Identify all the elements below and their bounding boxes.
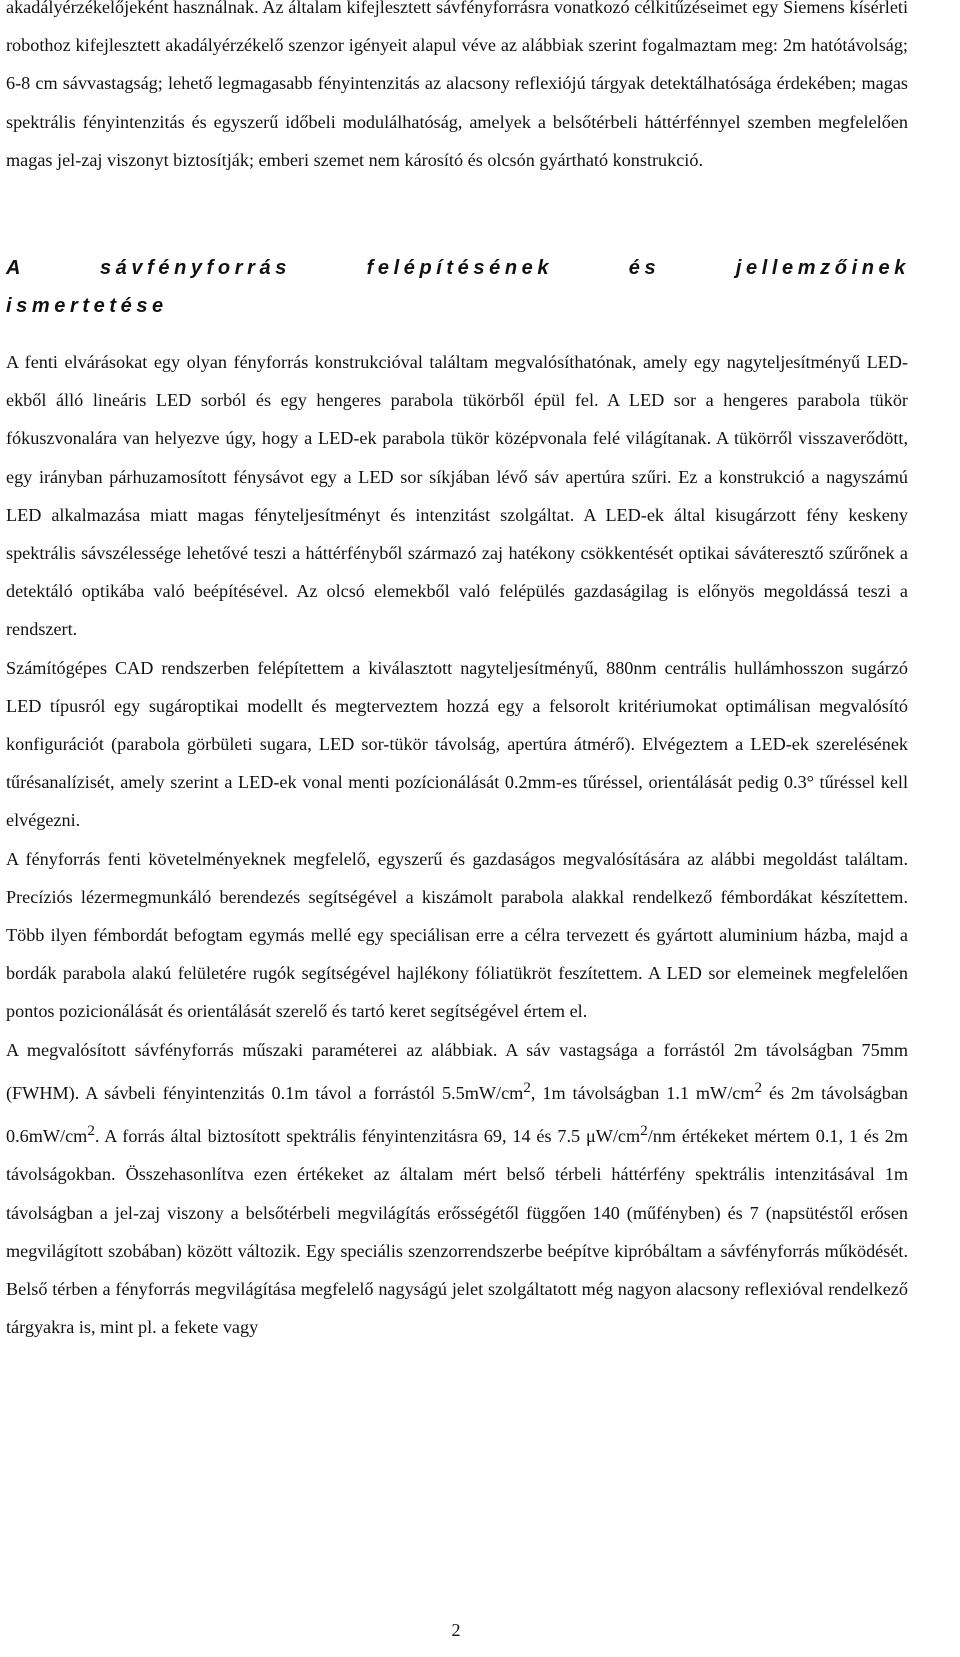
measurement-text: /nm értékeket mértem 0.1, 1 és 2m távolságokban. Összehasonlítva ezen értékeket az általam mért belső térbeli háttérfény spektrális intenzitásával 1m távolságban a jel-zaj viszony a belsőtérbeli megvilágítás erősségétől függően 140 (műfényben) és 7 (napsütéstől erősen megvilágított szobában) között változik. Egy speciális szenzorrendszerbe beépítve kipróbáltam a sávfényforrás működését. Belső térben a fényforrás megvilágítása megfelelő nagyságú jelet szolgáltatott még nagyon alacsony reflexióval rendelkező tárgyakra is, mint pl. a fekete vagy [6,1126,909,1338]
measurement-text: . A forrás által biztosított spektrális fényintenzitásra 69, 14 és 7.5 μW/cm [94,1126,641,1147]
section-heading: A sávfényforrás felépítésének és jellemzőinek ismertetése [6,257,910,317]
superscript: 2 [640,1122,648,1140]
body-text [6,343,908,1346]
intro-paragraph-block [6,0,908,179]
superscript: 2 [523,1078,531,1096]
measurement-text: , 1m távolságban 1.1 mW/cm [530,1082,755,1103]
measurement-text: A megvalósított sávfényforrás műszaki paraméterei az alábbiak. A sáv vastagsága a forrástól 2m távolságban 75mm (FWHM). A sávbeli fényintenzitás 0.1m távol a forrástól 5.5mW/cm [6,1039,908,1103]
page-number: 2 [451,1620,461,1640]
intro-paragraph: akadályérzékelőjeként használnak. Az általam kifejlesztett sávfényforrásra vonatkozó célkitűzéseimet egy Siemens kísérleti robothoz kifejlesztett akadályérzékelő szenzor igényeit alapul véve az alábbiak szerint fogalmaztam meg: 2m hatótávolság; 6-8 cm sávvastagság; lehető legmagasabb fényintenzitás az alacsony reflexiójú tárgyak detektálhatósága érdekében; magas spektrális fényintenzitás és egyszerű időbeli modulálhatóság, amelyek a belsőtérbeli háttérfénnyel szemben megfelelően magas jel-zaj viszonyt biztosítják; emberi szemet nem károsító és olcsón gyártható konstrukció. [6,0,908,170]
superscript: 2 [87,1122,95,1140]
paragraph-cad-model: Számítógépes CAD rendszerben felépítettem a kiválasztott nagyteljesítményű, 880nm centrális hullámhosszon sugárzó LED típusról egy sugároptikai modellt és megterveztem hozzá egy a felsorolt kritériumokat optimálisan megvalósító konfigurációt (parabola görbületi sugara, LED sor-tükör távolság, apertúra átmérő). Elvégeztem a LED-ek szerelésének tűrésanalízisét, amely szerint a LED-ek vonal menti pozícionálását 0.2mm-es tűréssel, orientálását pedig 0.3° tűréssel kell elvégezni. [6,657,908,831]
paragraph-led-construction: A fenti elvárásokat egy olyan fényforrás konstrukcióval találtam megvalósíthatónak, amely egy nagyteljesítményű LED-ekből álló lineáris LED sorból és egy hengeres parabola tükörből épül fel. A LED sor a hengeres parabola tükör fókuszvonalára van helyezve úgy, hogy a LED-ek parabola tükör középvonala felé világítanak. A tükörről visszaverődött, egy irányban párhuzamosított fénysávot egy a LED sor síkjában lévő sáv apertúra szűri. Ez a konstrukció a nagyszámú LED alkalmazása miatt magas fényteljesítményt és intenzitást szolgáltat. A LED-ek által kisugárzott fény keskeny spektrális sávszélessége lehetővé teszi a háttérfényből származó zaj hatékony csökkentését optikai sáváteresztő szűrőnek a detektáló optikába való beépítésével. Az olcsó elemekből való felépülés gazdaságilag is előnyös megoldássá teszi a rendszert. [6,352,908,640]
paragraph-measurements [6,1031,908,1347]
superscript: 2 [754,1078,763,1096]
paragraph-implementation: A fényforrás fenti követelményeknek megfelelő, egyszerű és gazdaságos megvalósítására az alábbi megoldást találtam. Precíziós lézermegmunkáló berendezés segítségével a kiszámolt parabola alakkal rendelkező fémbordákat készítettem. Több ilyen fémbordát befogtam egymás mellé egy speciálisan erre a célra tervezett és gyártott aluminium házba, majd a bordák parabola alakú felületére rugók segítségével hajlékony fóliatükröt feszítettem. A LED sor elemeinek megfelelően pontos pozicionálását és orientálását szerelő és tartó keret segítségével értem el. [6,848,908,1022]
measurement-text: és 2m távolságban 0.6mW/cm [6,1082,908,1147]
